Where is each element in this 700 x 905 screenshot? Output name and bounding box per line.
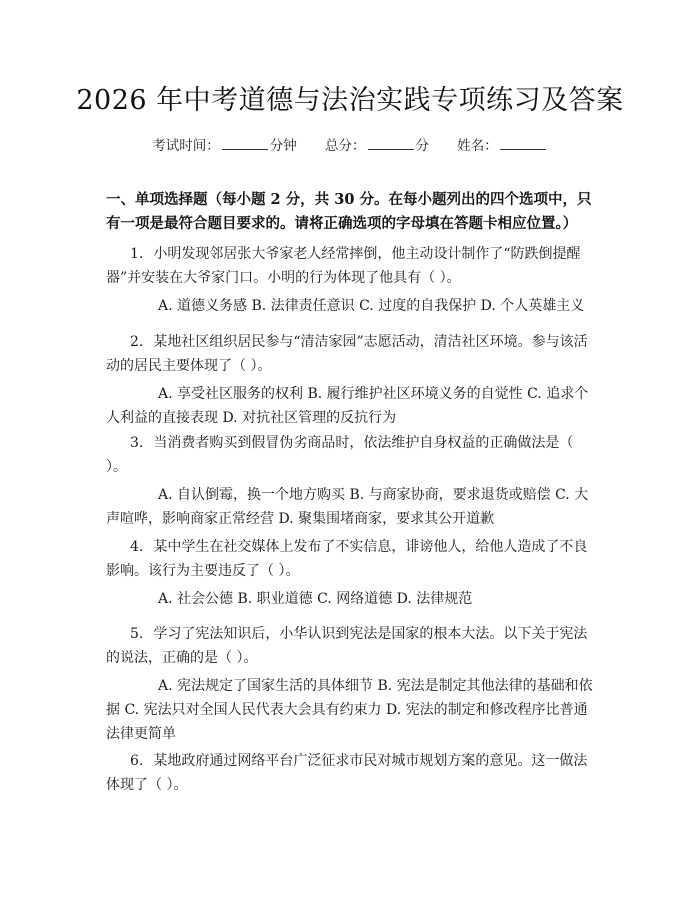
question-number: 6. xyxy=(130,753,144,769)
question-1 xyxy=(106,242,596,290)
question-3-options: A. 自认倒霉，换一个地方购买 B. 与商家协商，要求退货或赔偿 C. 大声喧哗，影响商家正常经营 D. 聚集围堵商家，要求其公开道歉 xyxy=(106,487,589,527)
question-4 xyxy=(106,535,596,583)
question-stem: 当消费者购买到假冒伪劣商品时，依法维护自身权益的正确做法是（ ）。 xyxy=(106,435,574,475)
exam-info-line xyxy=(0,134,700,154)
question-stem: 学习了宪法知识后，小华认识到宪法是国家的根本大法。以下关于宪法的说法，正确的是（ ）。 xyxy=(106,626,588,666)
question-stem: 某地政府通过网络平台广泛征求市民对城市规划方案的意见。这一做法体现了（ ）。 xyxy=(106,753,588,793)
exam-time-label: 考试时间： xyxy=(152,138,220,154)
question-5-options: A. 宪法规定了国家生活的具体细节 B. 宪法是制定其他法律的基础和依据 C. 宪法只对全国人民代表大会具有约束力 D. 宪法的制定和修改程序比普通法律更简单 xyxy=(106,678,593,742)
exam-time-unit: 分钟 xyxy=(269,138,297,154)
question-number: 4. xyxy=(130,539,144,555)
question-number: 2. xyxy=(130,334,144,350)
question-number: 3. xyxy=(130,435,144,451)
total-score-field xyxy=(325,138,433,154)
page-title: 2026 年中考道德与法治实践专项练习及答案 xyxy=(76,85,624,116)
question-stem: 小明发现邻居张大爷家老人经常摔倒，他主动设计制作了“防跌倒提醒器”并安装在大爷家门口。小明的行为体现了他具有（ ）。 xyxy=(106,246,581,286)
total-score-label: 总分： xyxy=(325,138,366,154)
question-1-options: A. 道德义务感 B. 法律责任意识 C. 过度的自我保护 D. 个人英雄主义 xyxy=(158,298,585,314)
student-name-label: 姓名： xyxy=(457,138,498,154)
exam-time-field xyxy=(152,138,301,154)
total-score-blank xyxy=(368,137,414,150)
question-2-options: A. 享受社区服务的权利 B. 履行维护社区环境义务的自觉性 C. 追求个人利益的直接表现 D. 对抗社区管理的反抗行为 xyxy=(106,386,589,426)
question-stem: 某地社区组织居民参与“清洁家园”志愿活动，清洁社区环境。参与该活动的居民主要体现了（ ）。 xyxy=(106,334,588,374)
question-number: 1. xyxy=(130,246,144,262)
exam-time-blank xyxy=(222,137,268,150)
question-6 xyxy=(106,749,596,797)
question-4-options: A. 社会公德 B. 职业道德 C. 网络道德 D. 法律规范 xyxy=(158,591,473,607)
question-stem: 某中学生在社交媒体上发布了不实信息，诽谤他人，给他人造成了不良影响。该行为主要违反了（ ）。 xyxy=(106,539,588,579)
student-name-blank xyxy=(500,137,546,150)
question-number: 5. xyxy=(130,626,144,642)
student-name-field xyxy=(457,138,548,154)
section-heading: 一、单项选择题（每小题 2 分，共 30 分。在每小题列出的四个选项中，只有一项是最符合题目要求的。请将正确选项的字母填在答题卡相应位置。） xyxy=(106,191,592,232)
question-2 xyxy=(106,330,596,378)
question-3 xyxy=(106,431,596,479)
question-5 xyxy=(106,622,596,670)
total-score-unit: 分 xyxy=(415,138,429,154)
